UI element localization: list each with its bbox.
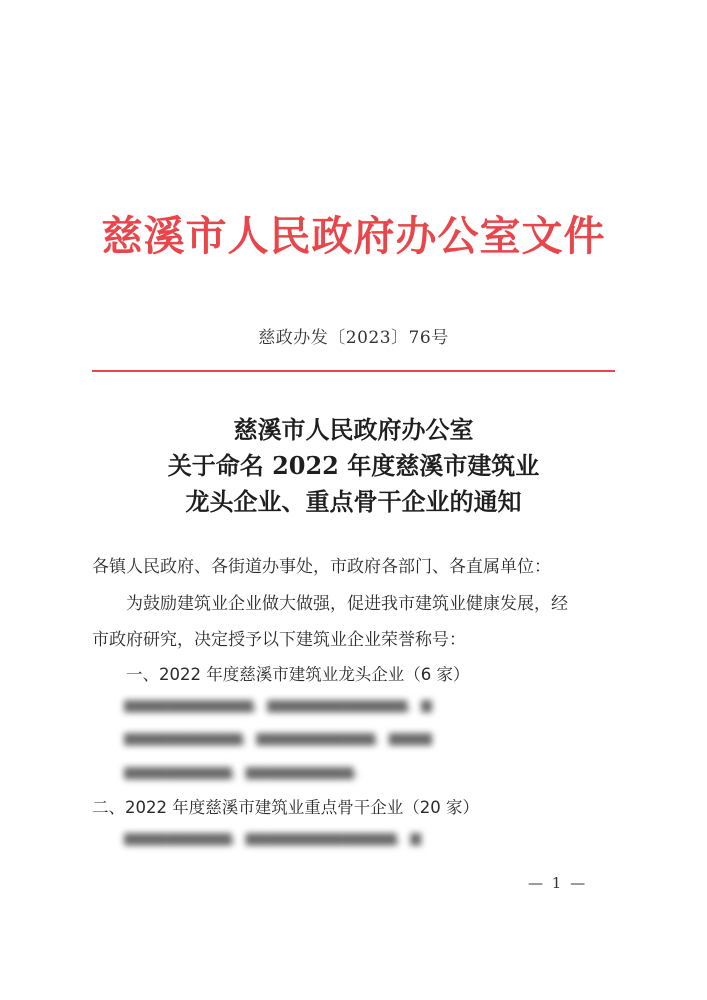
section-heading-leading-enterprises: 一、2022 年度慈溪市建筑业龙头企业（6 家） [126,665,470,684]
redacted-company-list-line: ▆▆▆▆▆▆▆▆▆▆，▆▆▆▆▆▆▆▆▆▆▆▆▆▆，▆ [124,830,422,846]
redacted-company-list-line: ▆▆▆▆▆▆▆▆▆▆▆，▆▆▆▆▆▆▆▆▆▆▆，▆▆▆▆ [124,730,432,746]
body-paragraph-line-2: 市政府研究，决定授予以下建筑业企业荣誉称号： [92,630,466,650]
notice-title [0,412,707,520]
document-number: 慈政办发〔2023〕76号 [258,328,449,348]
recipient-greeting: 各镇人民政府、各街道办事处，市政府各部门、各直属单位： [92,557,551,577]
redacted-company-list-line: ▆▆▆▆▆▆▆▆▆▆▆▆，▆▆▆▆▆▆▆▆▆▆▆▆▆，▆ [124,697,432,713]
notice-title-line-1: 慈溪市人民政府办公室 [233,415,474,444]
redacted-company-list-line: ▆▆▆▆▆▆▆▆▆▆，▆▆▆▆▆▆▆▆▆▆。 [124,764,368,780]
section-heading-key-enterprises: 二、2022 年度慈溪市建筑业重点骨干企业（20 家） [92,798,479,817]
masthead-title: 慈溪市人民政府办公室文件 [101,212,606,260]
page-number: — 1 — [528,874,588,892]
notice-title-line-2: 关于命名 2022 年度慈溪市建筑业 [167,451,540,480]
red-divider-line [92,370,615,372]
notice-title-line-3: 龙头企业、重点骨干企业的通知 [185,487,522,516]
body-paragraph-line-1: 为鼓励建筑业企业做大做强，促进我市建筑业健康发展，经 [126,594,568,614]
